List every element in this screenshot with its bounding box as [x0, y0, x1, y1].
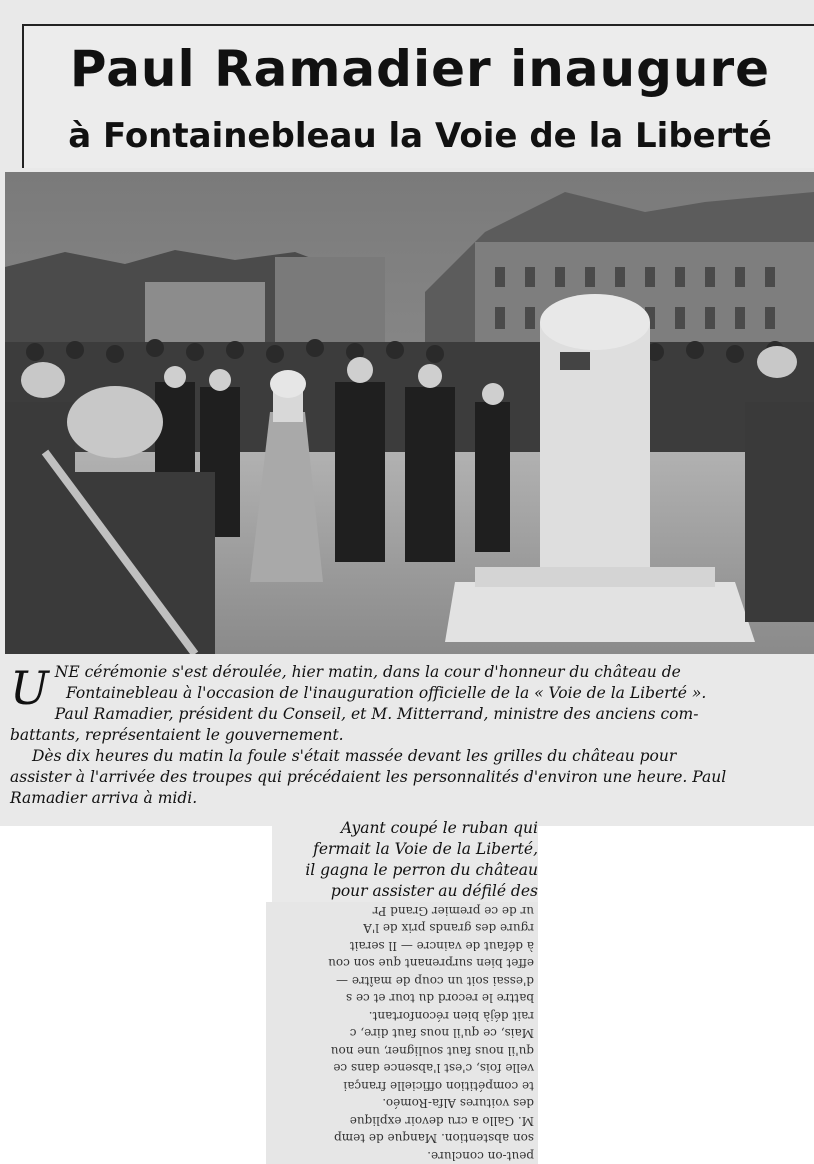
inverted-line: à défaut de vaincre — Il serait — [349, 939, 534, 953]
inverted-line: velle fois, c'est l'absence dans ce — [333, 1061, 534, 1076]
caption-line: assister à l'arrivée des troupes qui précédaient les personnalités d'environ une heure. Paul — [10, 768, 727, 786]
inverted-line: battre le record du tour et ce s — [346, 991, 534, 1006]
inverted-line: d'essai soit un coup de maître — — [336, 974, 534, 988]
inverted-line: qu'il nous faut souligner, une nou — [330, 1044, 534, 1058]
column-line: fermait la Voie de la Liberté, — [313, 840, 538, 858]
inverted-line: son abstention. Manque de temp — [334, 1131, 534, 1146]
article-column — [282, 818, 538, 902]
headline-title: Paul Ramadier inaugure — [69, 40, 771, 98]
inverted-line: Mais, ce qu'il nous faut dire, c — [349, 1026, 534, 1041]
caption-line: Paul Ramadier, président du Conseil, et M. Mitterrand, ministre des anciens com- — [54, 705, 699, 723]
inverted-clipping — [266, 902, 538, 1164]
ceremony-photo — [5, 172, 814, 654]
inverted-line: te compétition officielle françai — [343, 1079, 534, 1093]
headline-box — [22, 24, 814, 168]
caption-line: NE cérémonie s'est déroulée, hier matin, dans la cour d'honneur du château de — [54, 663, 681, 681]
inverted-line: rait déjà bien réconfortant. — [368, 1009, 534, 1023]
caption-line: Fontainebleau à l'occasion de l'inauguration officielle de la « Voie de la Liberté ». — [66, 684, 707, 702]
ceremony-photo-illustration — [5, 172, 814, 654]
headline-subtitle: à Fontainebleau la Voie de la Liberté — [68, 116, 772, 156]
inverted-clipping-text — [266, 902, 538, 1164]
photo-caption — [10, 662, 814, 809]
column-line: pour assister au défilé des — [330, 882, 538, 900]
column-line: il gagna le perron du château — [305, 861, 538, 879]
inverted-line: M. Gallo a cru devoir explique — [349, 1114, 534, 1128]
inverted-line: ur de ce premier Grand Pr — [372, 904, 534, 918]
inverted-line: rgure des grands prix de l'A — [363, 921, 534, 936]
inverted-line: des voitures Alfa-Roméo. — [382, 1096, 534, 1111]
caption-line: Ramadier arriva à midi. — [10, 789, 198, 807]
caption-dropcap: U — [10, 661, 49, 715]
inverted-line: peut-on conclure. — [427, 1149, 534, 1163]
column-line: Ayant coupé le ruban qui — [340, 819, 538, 837]
caption-line: battants, représentaient le gouvernement. — [10, 726, 344, 744]
caption-line: Dès dix heures du matin la foule s'était massée devant les grilles du château pour — [32, 747, 677, 765]
inverted-line: effet bien surprenant que son cou — [328, 956, 534, 971]
